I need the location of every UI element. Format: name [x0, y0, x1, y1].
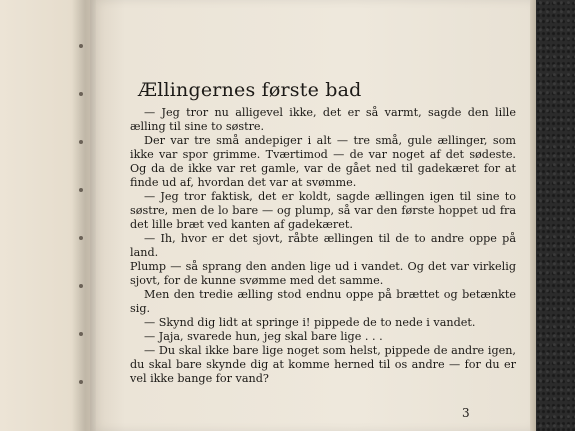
paragraph: Plump — så sprang den anden lige ud i vandet. Og det var virkelig sjovt, for de kunne svømme med det samme.: [130, 260, 516, 287]
paragraph: Der var tre små andepiger i alt — tre små, gule ællinger, som ikke var spor grimme. Tværtimod — de var noget af det sødeste. Og da de ikke var ret gamle, var de gået ned til gadekæret for at finde ud af, hvordan det var at svømme.: [130, 134, 516, 189]
page-text: [130, 78, 516, 386]
paragraph: — Ih, hvor er det sjovt, råbte ællingen til de to andre oppe på land.: [130, 232, 516, 259]
binding-stitch: [79, 236, 83, 240]
binding-stitch: [79, 140, 83, 144]
chapter-title: Ællingernes første bad: [138, 79, 362, 101]
binding-stitch: [79, 44, 83, 48]
paragraph: — Jeg tror nu alligevel ikke, det er så varmt, sagde den lille ælling til sine to søstre.: [130, 106, 516, 133]
binding-stitch: [79, 284, 83, 288]
paragraph: Men den tredie ælling stod endnu oppe på brættet og betænkte sig.: [130, 288, 516, 315]
paragraph: — Du skal ikke bare lige noget som helst, pippede de andre igen, du skal bare skynde dig at komme herned til os andre — for du er vel ikke bange for vand?: [130, 344, 516, 385]
binding-stitch: [79, 92, 83, 96]
book-gutter: [72, 0, 96, 431]
page-edge: [530, 0, 536, 431]
binding-stitch: [79, 188, 83, 192]
binding-stitch: [79, 380, 83, 384]
page-number: 3: [462, 406, 470, 420]
paragraph: — Skynd dig lidt at springe i! pippede de to nede i vandet.: [144, 316, 476, 329]
paragraph: — Jaja, svarede hun, jeg skal bare lige . . .: [144, 330, 383, 343]
paragraph: — Jeg tror faktisk, det er koldt, sagde ællingen igen til sine to søstre, men de lo bare — og plump, så var den første hoppet ud fra det lille bræt ved kanten af gadekæret.: [130, 190, 516, 231]
binding-stitch: [79, 332, 83, 336]
